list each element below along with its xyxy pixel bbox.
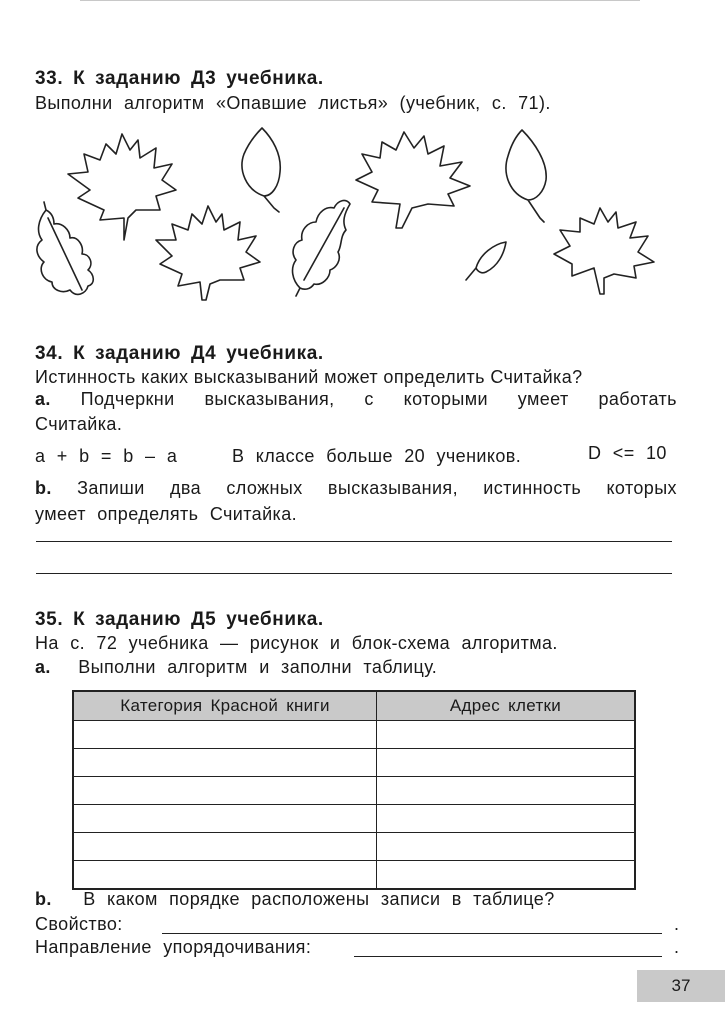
small-leaf-icon bbox=[466, 242, 506, 280]
task-34-b-line2: умеет определять Считайка. bbox=[35, 504, 298, 524]
word: высказывания, bbox=[204, 389, 335, 409]
word: высказывания, bbox=[327, 478, 458, 498]
word: сложных bbox=[226, 478, 303, 498]
task-35-title: 35. К заданию Д5 учебника. bbox=[35, 609, 324, 630]
task-34-question-text: Истинность каких высказываний может определить Считайка? bbox=[35, 367, 583, 387]
table-cell[interactable] bbox=[377, 721, 636, 749]
table-cell[interactable] bbox=[73, 861, 377, 890]
table-row bbox=[73, 777, 635, 805]
table-cell[interactable] bbox=[73, 833, 377, 861]
maple-leaf-icon bbox=[554, 208, 654, 294]
task-35-a-line bbox=[35, 657, 437, 678]
table-cell[interactable] bbox=[73, 749, 377, 777]
task-33-text: Выполни алгоритм «Опавшие листья» (учебник, с. 71). bbox=[35, 93, 551, 113]
maple-leaf-icon bbox=[156, 206, 260, 300]
table-cell[interactable] bbox=[73, 777, 377, 805]
task-35-b-line bbox=[35, 889, 555, 910]
table-cell[interactable] bbox=[73, 805, 377, 833]
answer-line-1[interactable] bbox=[36, 541, 672, 542]
statement-2[interactable]: В классе больше 20 учеников. bbox=[232, 446, 522, 466]
maple-leaf-icon bbox=[356, 132, 470, 228]
task-35-a-text: Выполни алгоритм и заполни таблицу. bbox=[78, 657, 438, 677]
word: два bbox=[169, 478, 202, 498]
column-header-category: Категория Красной книги bbox=[73, 691, 377, 721]
task-34-b-line1 bbox=[35, 478, 677, 499]
task-34-a-marker: a. bbox=[35, 389, 51, 409]
oak-leaf-icon bbox=[293, 201, 350, 296]
answer-table bbox=[72, 690, 636, 890]
task-35-a-marker: a. bbox=[35, 657, 51, 677]
direction-label: Направление упорядочивания: bbox=[35, 937, 312, 957]
word: Подчеркни bbox=[80, 389, 175, 409]
word: которыми bbox=[403, 389, 488, 409]
property-label: Свойство: bbox=[35, 914, 123, 934]
direction-line-end: . bbox=[674, 937, 680, 957]
direction-answer-line[interactable] bbox=[354, 956, 662, 957]
oak-leaf-icon bbox=[37, 202, 93, 294]
task-35-line1: На с. 72 учебника — рисунок и блок-схема алгоритма. bbox=[35, 633, 558, 653]
table-row bbox=[73, 861, 635, 890]
column-header-address: Адрес клетки bbox=[377, 691, 636, 721]
word: Запиши bbox=[77, 478, 145, 498]
statement-3[interactable]: D <= 10 bbox=[588, 443, 667, 463]
word: умеет bbox=[517, 389, 569, 409]
table-row bbox=[73, 805, 635, 833]
oval-leaf-icon bbox=[242, 128, 280, 212]
table-header-row bbox=[73, 691, 635, 721]
fallen-leaves-illustration bbox=[0, 118, 725, 308]
top-edge-line bbox=[80, 0, 640, 1]
table-row bbox=[73, 749, 635, 777]
oval-leaf-icon bbox=[506, 130, 546, 222]
property-answer-line[interactable] bbox=[162, 933, 662, 934]
table-cell[interactable] bbox=[377, 777, 636, 805]
table-cell[interactable] bbox=[377, 805, 636, 833]
word: работать bbox=[598, 389, 677, 409]
task-34-a-line1 bbox=[35, 389, 677, 410]
statement-1[interactable]: a + b = b – a bbox=[35, 446, 178, 466]
table-row bbox=[73, 833, 635, 861]
maple-leaf-icon bbox=[68, 134, 176, 240]
task-34-a-line2: Считайка. bbox=[35, 414, 123, 434]
task-34-b-marker: b. bbox=[35, 478, 52, 498]
word: истинность bbox=[483, 478, 582, 498]
word: которых bbox=[606, 478, 677, 498]
page-number: 37 bbox=[637, 970, 725, 1002]
answer-line-2[interactable] bbox=[36, 573, 672, 574]
task-33-title: 33. К заданию Д3 учебника. bbox=[35, 68, 324, 89]
table-row bbox=[73, 721, 635, 749]
task-35-b-marker: b. bbox=[35, 889, 52, 909]
task-34-question bbox=[35, 367, 677, 388]
word: с bbox=[364, 389, 374, 409]
table-cell[interactable] bbox=[377, 861, 636, 890]
task-34-title: 34. К заданию Д4 учебника. bbox=[35, 343, 324, 364]
property-line-end: . bbox=[674, 914, 680, 934]
table-cell[interactable] bbox=[73, 721, 377, 749]
table-cell[interactable] bbox=[377, 833, 636, 861]
table-cell[interactable] bbox=[377, 749, 636, 777]
task-35-b-text: В каком порядке расположены записи в таблице? bbox=[83, 889, 555, 909]
